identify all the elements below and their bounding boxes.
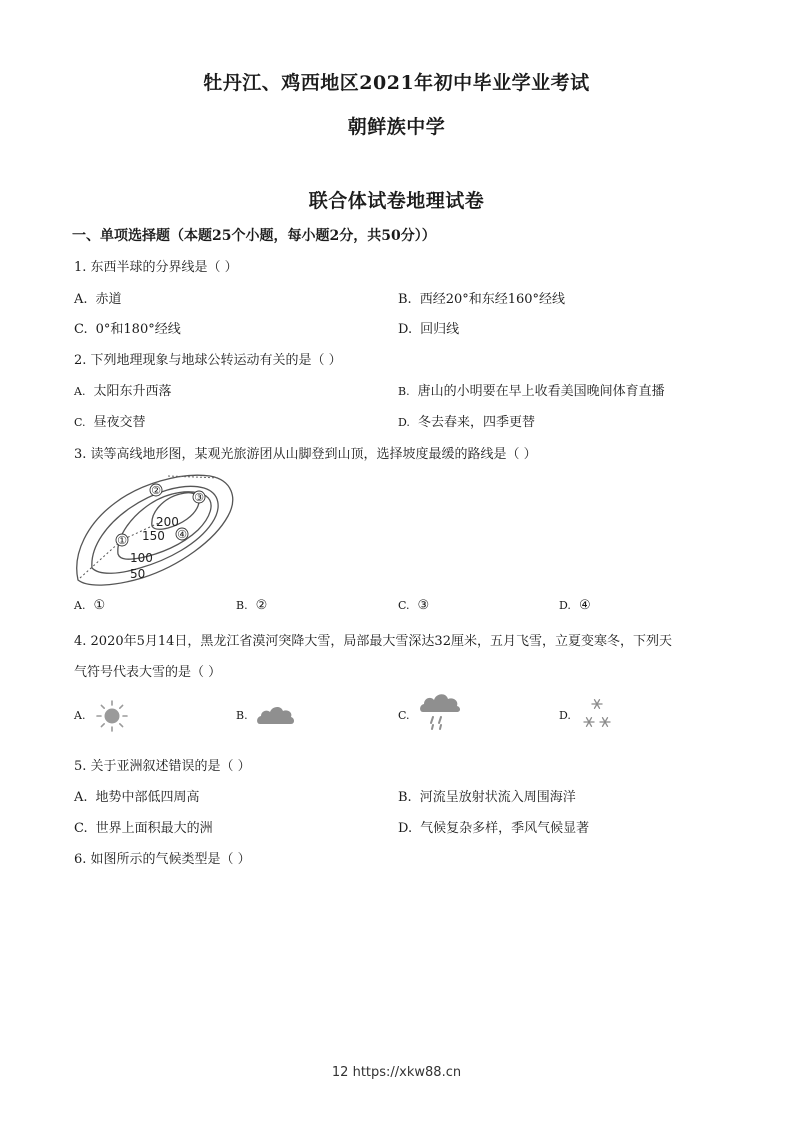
- q2-option-d: [398, 411, 535, 430]
- option-label: A.: [74, 385, 86, 398]
- q4-option-a-label: [74, 708, 85, 723]
- option-text: ③: [417, 598, 430, 613]
- q1-stem: 1. 东西半球的分界线是（ ）: [74, 260, 238, 275]
- q2-option-c: [74, 411, 146, 430]
- option-label: D.: [559, 599, 571, 612]
- option-label: C.: [74, 416, 86, 429]
- q2-option-b: [398, 380, 665, 399]
- q4-stem-line-2: 气符号代表大雪的是（ ）: [74, 665, 222, 680]
- option-text: 回归线: [420, 322, 460, 337]
- rain-cloud-icon: [418, 688, 462, 732]
- contour-label-200: 200: [156, 515, 179, 529]
- option-text: 0°和180°经线: [95, 322, 181, 337]
- snowflakes-icon: [580, 696, 614, 732]
- contour-label-50: 50: [130, 567, 146, 581]
- option-label: D.: [398, 416, 410, 429]
- option-text: ②: [255, 598, 268, 613]
- q5-option-b: [398, 786, 576, 805]
- paper-title: 联合体试卷地理试卷: [308, 190, 485, 212]
- exam-title: 牡丹江、鸡西地区2021年初中毕业学业考试: [203, 72, 590, 94]
- section-heading: 一、单项选择题（本题25个小题，每小题2分，共50分））: [72, 228, 436, 244]
- q5-option-c: [74, 817, 213, 836]
- option-label: C.: [398, 599, 410, 612]
- option-text: 世界上面积最大的洲: [95, 821, 213, 836]
- option-label: D.: [559, 709, 571, 722]
- contour-label-100: 100: [130, 551, 153, 565]
- option-text: 太阳东升西落: [93, 384, 172, 399]
- q2-option-a: [74, 380, 171, 399]
- route-label-2: ②: [151, 484, 161, 497]
- option-label: A.: [74, 709, 86, 722]
- option-label: D.: [398, 322, 413, 337]
- q5-stem: 5. 关于亚洲叙述错误的是（ ）: [74, 759, 251, 774]
- route-label-1: ①: [117, 534, 127, 547]
- q5-option-d: [398, 817, 589, 836]
- q1-option-b: [398, 288, 565, 307]
- q2-stem: 2. 下列地理现象与地球公转运动有关的是（ ）: [74, 353, 342, 368]
- q3-option-a: [74, 598, 105, 613]
- option-text: 冬去春来，四季更替: [417, 415, 535, 430]
- option-label: C.: [398, 709, 410, 722]
- option-label: B.: [398, 790, 412, 805]
- option-text: 地势中部低四周高: [95, 790, 200, 805]
- q3-option-d: [559, 598, 591, 613]
- option-text: 唐山的小明要在早上收看美国晚间体育直播: [417, 384, 665, 399]
- option-text: 气候复杂多样，季风气候显著: [420, 821, 590, 836]
- option-text: 昼夜交替: [93, 415, 146, 430]
- option-label: D.: [398, 821, 413, 836]
- option-label: B.: [236, 709, 248, 722]
- school-name: 朝鲜族中学: [347, 116, 446, 138]
- option-label: C.: [74, 821, 88, 836]
- option-label: B.: [398, 292, 412, 307]
- option-text: ①: [93, 598, 106, 613]
- option-label: A.: [74, 599, 86, 612]
- q4-stem-line-1: 4. 2020年5月14日，黑龙江省漠河突降大雪，局部最大雪深达32厘米，五月飞雪，立夏变寒冬，下列天: [74, 634, 672, 649]
- page-footer: 12 https://xkw88.cn: [331, 1065, 462, 1080]
- cloud-icon: [256, 702, 296, 728]
- q1-option-c: [74, 318, 181, 337]
- option-label: B.: [236, 599, 248, 612]
- q5-option-a: [74, 786, 200, 805]
- option-label: B.: [398, 385, 410, 398]
- q1-option-a: [74, 288, 122, 307]
- option-label: A.: [74, 790, 88, 805]
- sun-icon: [94, 700, 130, 732]
- option-text: 西经20°和东经160°经线: [419, 292, 566, 307]
- q3-option-c: [398, 598, 429, 613]
- option-label: A.: [74, 292, 88, 307]
- contour-label-150: 150: [142, 529, 165, 543]
- q3-option-b: [236, 598, 267, 613]
- route-label-4: ④: [177, 528, 187, 541]
- q4-option-b-label: [236, 708, 248, 723]
- q1-option-d: [398, 318, 459, 337]
- option-label: C.: [74, 322, 88, 337]
- q6-stem: 6. 如图所示的气候类型是（ ）: [74, 852, 251, 867]
- option-text: ④: [578, 598, 591, 613]
- contour-map: [70, 468, 240, 588]
- q3-stem: 3. 读等高线地形图，某观光旅游团从山脚登到山顶，选择坡度最缓的路线是（ ）: [74, 447, 537, 462]
- option-text: 赤道: [95, 292, 122, 307]
- route-label-3: ③: [194, 491, 204, 504]
- q4-option-d-label: [559, 708, 571, 723]
- option-text: 河流呈放射状流入周围海洋: [419, 790, 576, 805]
- q4-option-c-label: [398, 708, 410, 723]
